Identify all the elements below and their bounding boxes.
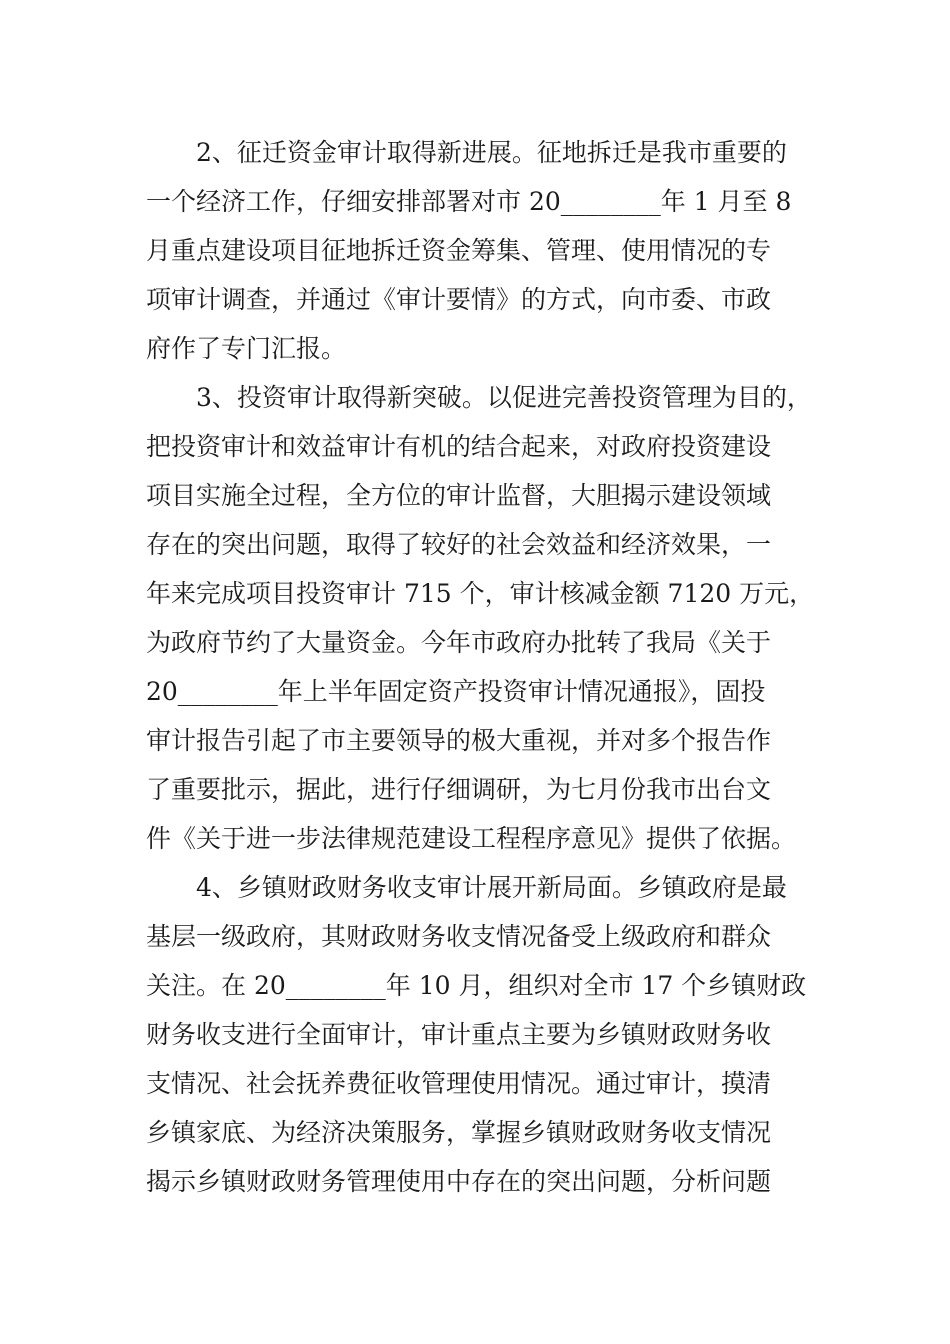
- paragraph-4-line-4: 财务收支进行全面审计，审计重点主要为乡镇财政财务收: [146, 1020, 772, 1049]
- paragraph-3-line-2: 把投资审计和效益审计有机的结合起来，对政府投资建设: [146, 432, 772, 461]
- paragraph-3-line-10: 件《关于进一步法律规范建设工程程序意见》提供了依据。: [146, 824, 797, 853]
- paragraph-4-line-7: 揭示乡镇财政财务管理使用中存在的突出问题，分析问题: [146, 1167, 772, 1196]
- paragraph-4-line-1: 4、乡镇财政财务收支审计展开新局面。乡镇政府是最: [196, 873, 787, 902]
- paragraph-3-line-1: 3、投资审计取得新突破。以促进完善投资管理为目的，: [196, 383, 812, 412]
- paragraph-2-line-4: 项审计调查，并通过《审计要情》的方式，向市委、市政: [146, 285, 772, 314]
- paragraph-4-line-3: 关注。在 20________年 10 月，组织对全市 17 个乡镇财政: [146, 971, 807, 1000]
- document-body: [146, 128, 816, 1206]
- paragraph-4-line-2: 基层一级政府，其财政财务收支情况备受上级政府和群众: [146, 922, 772, 951]
- paragraph-4-line-6: 乡镇家底、为经济决策服务，掌握乡镇财政财务收支情况: [146, 1118, 772, 1147]
- paragraph-3-line-9: 了重要批示，据此，进行仔细调研，为七月份我市出台文: [146, 775, 772, 804]
- paragraph-3-line-5: 年来完成项目投资审计 715 个，审计核减金额 7120 万元，: [146, 579, 815, 608]
- paragraph-3-line-8: 审计报告引起了市主要领导的极大重视，并对多个报告作: [146, 726, 772, 755]
- paragraph-2-line-1: 2、征迁资金审计取得新进展。征地拆迁是我市重要的: [196, 138, 787, 167]
- paragraph-3-line-6: 为政府节约了大量资金。今年市政府办批转了我局《关于: [146, 628, 772, 657]
- paragraph-3-line-4: 存在的突出问题，取得了较好的社会效益和经济效果，一: [146, 530, 772, 559]
- paragraph-3-line-3: 项目实施全过程，全方位的审计监督，大胆揭示建设领域: [146, 481, 772, 510]
- paragraph-2-line-3: 月重点建设项目征地拆迁资金筹集、管理、使用情况的专: [146, 236, 772, 265]
- paragraph-2-line-5: 府作了专门汇报。: [146, 334, 347, 363]
- paragraph-4-line-5: 支情况、社会抚养费征收管理使用情况。通过审计，摸清: [146, 1069, 772, 1098]
- paragraph-3-line-7: 20________年上半年固定资产投资审计情况通报》，固投: [146, 677, 766, 706]
- paragraph-2-line-2: 一个经济工作，仔细安排部署对市 20________年 1 月至 8: [146, 187, 792, 216]
